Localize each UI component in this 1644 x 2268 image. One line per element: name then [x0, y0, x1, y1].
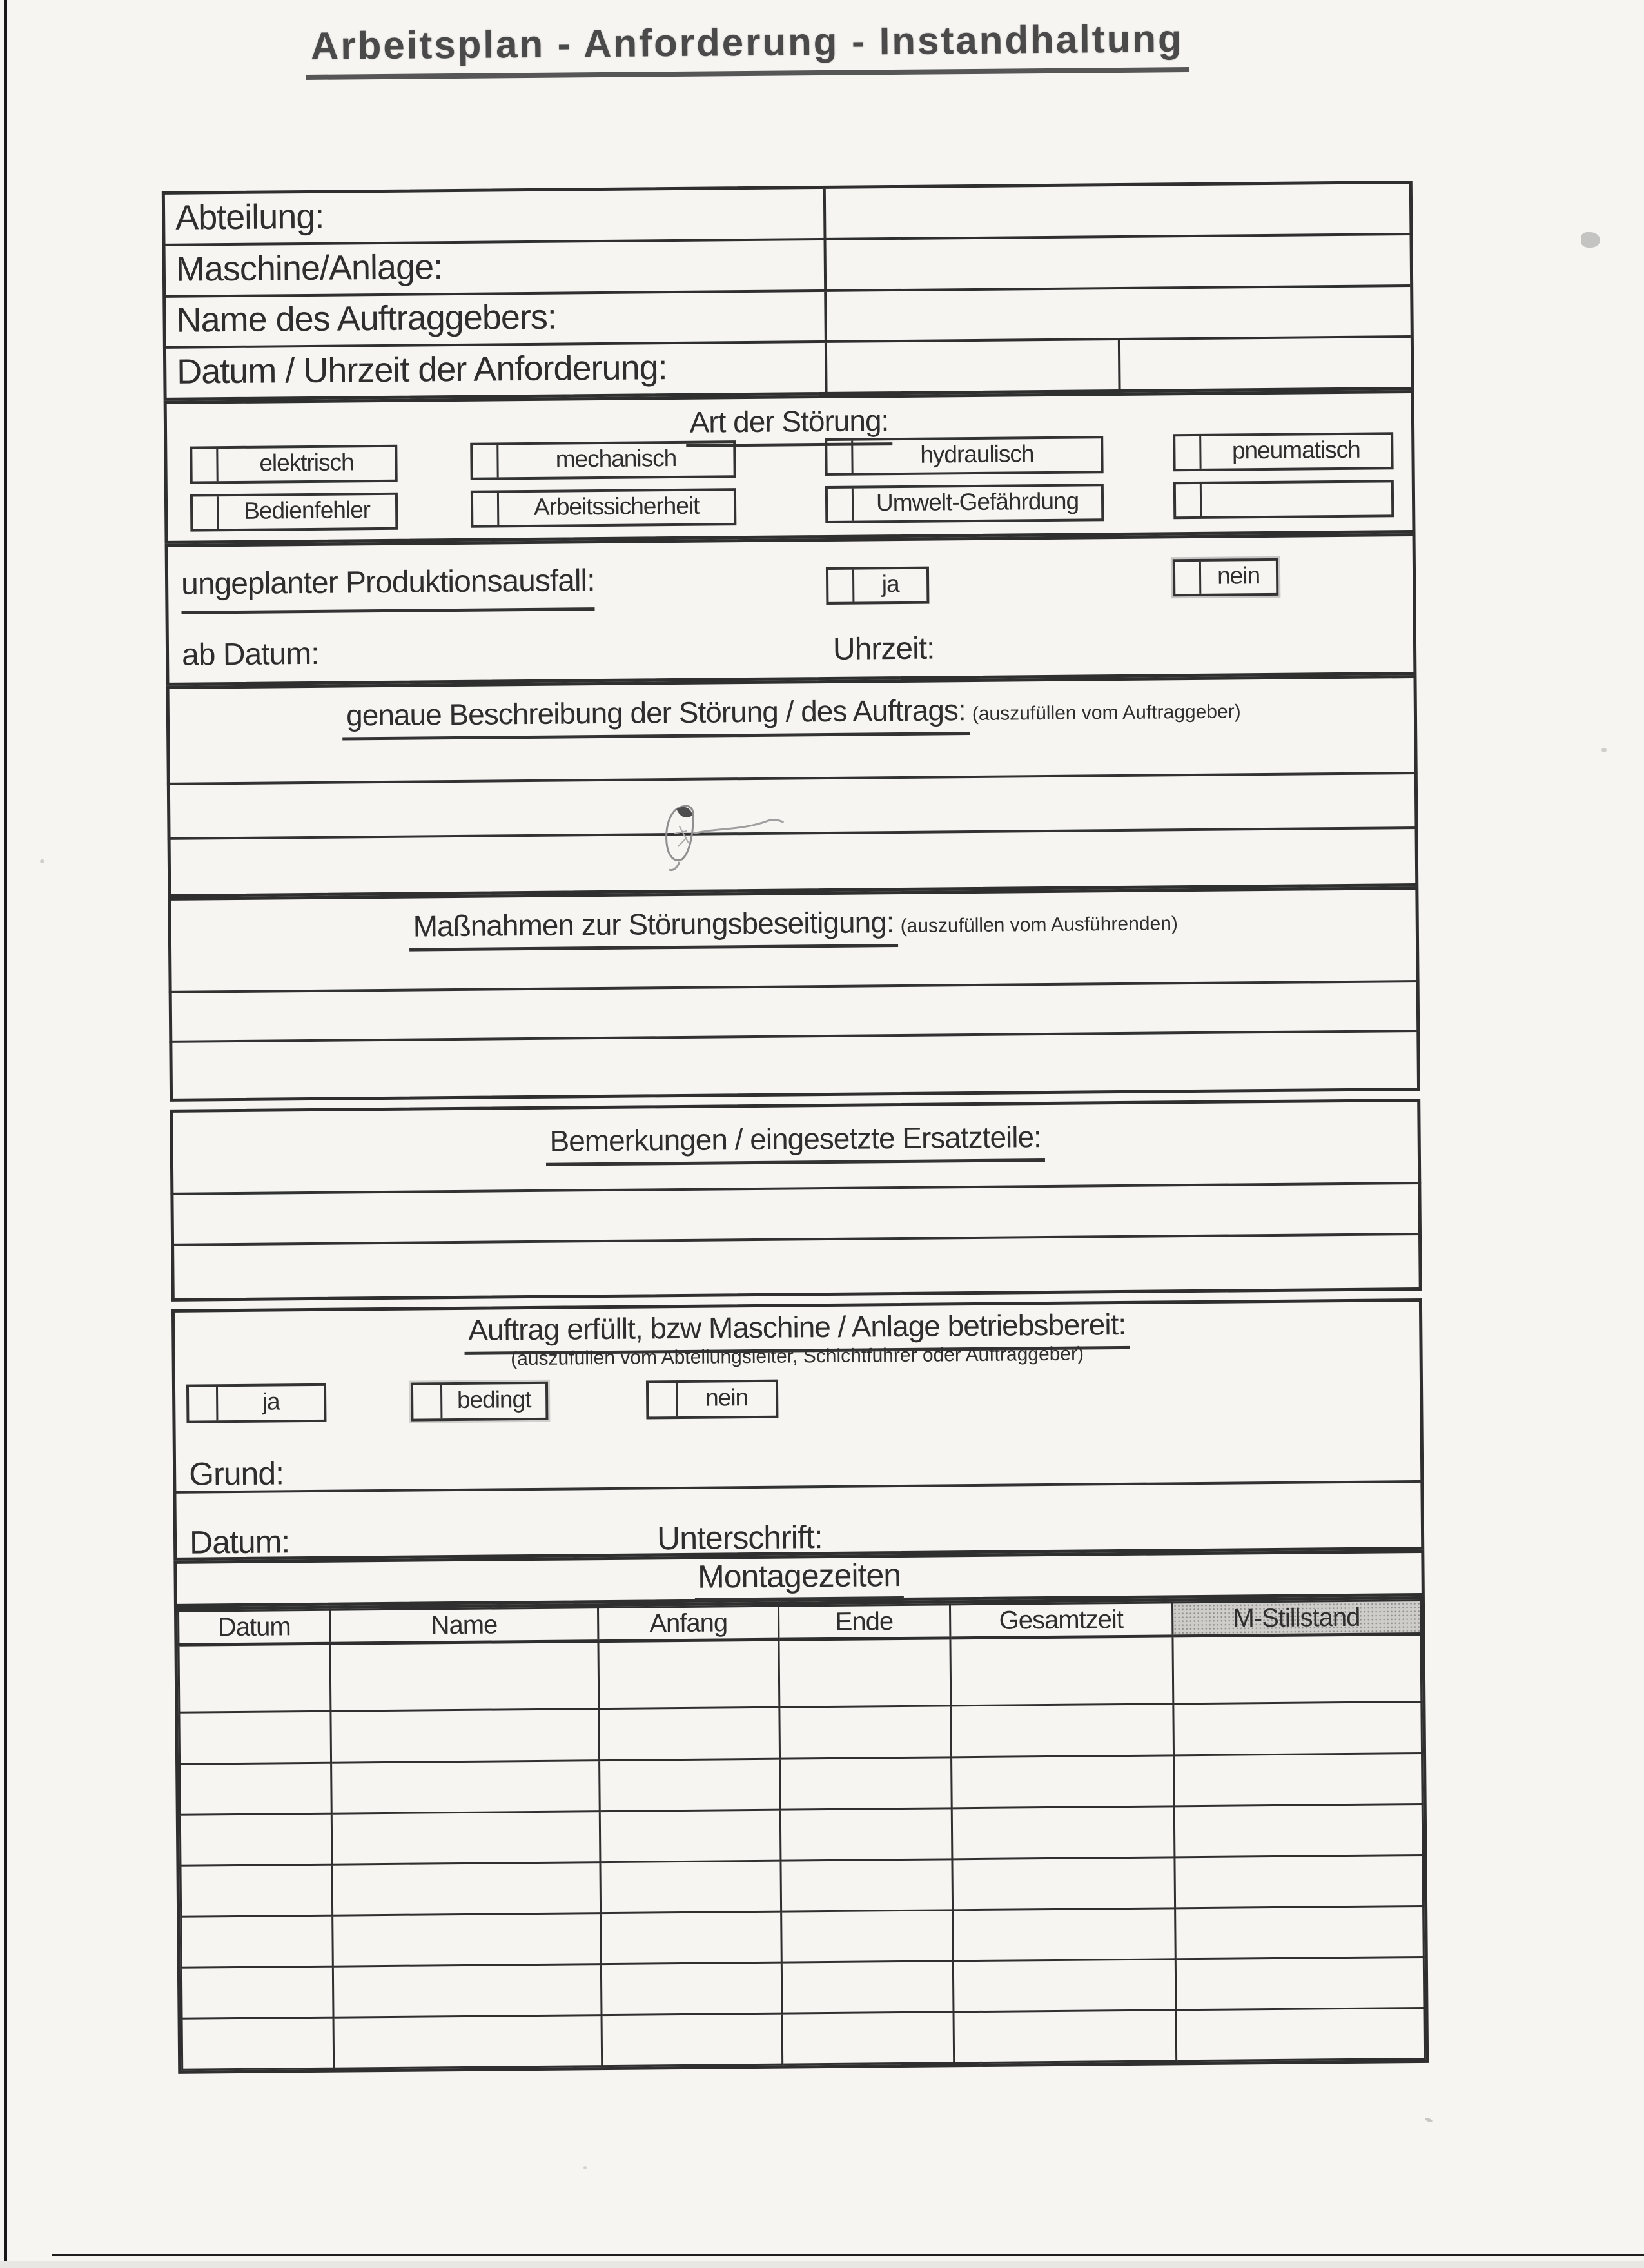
montage-cell[interactable] [954, 2010, 1177, 2063]
option-label: nein [1217, 562, 1260, 589]
erfuellung-option-ja[interactable] [186, 1383, 327, 1423]
montage-cell[interactable] [1175, 1906, 1424, 1959]
massnahmen-section [168, 886, 1420, 1102]
info-value-abteilung[interactable] [826, 184, 1410, 238]
option-mechanisch[interactable] [470, 440, 736, 480]
montage-col-datum: Datum [179, 1610, 331, 1645]
montage-table-body [179, 1634, 1425, 2069]
checkbox-arbeitssicherheit[interactable] [473, 493, 499, 525]
page-title: Arbeitsplan - Anforderung - Instandhaltung [306, 16, 1189, 80]
montage-cell[interactable] [331, 1811, 600, 1864]
montage-cell[interactable] [333, 1964, 602, 2017]
montage-cell[interactable] [781, 1910, 953, 1962]
option-label: mechanisch [555, 444, 677, 473]
option-pneumatisch[interactable] [1173, 432, 1393, 471]
info-table [162, 181, 1414, 401]
option-label: pneumatisch [1231, 436, 1360, 464]
writing-line[interactable] [170, 1182, 1421, 1195]
beschreibung-heading: genaue Beschreibung der Störung / des Auftrags: [342, 692, 970, 740]
unterschrift-label: Unterschrift: [656, 1519, 823, 1557]
checkbox-erfuellt-nein[interactable] [649, 1383, 678, 1416]
montage-cell[interactable] [779, 1757, 952, 1809]
montage-cell[interactable] [1174, 1804, 1423, 1857]
writing-line[interactable] [169, 980, 1420, 993]
montage-heading: Montagezeiten [695, 1556, 904, 1601]
ausfall-option-ja[interactable] [826, 567, 930, 605]
ausfall-option-nein[interactable] [1173, 558, 1278, 596]
montage-row [179, 1634, 1422, 1712]
montage-cell[interactable] [953, 1959, 1176, 2012]
info-value-uhrzeit[interactable] [1120, 338, 1411, 389]
montage-cell[interactable] [779, 1638, 951, 1708]
option-label [1202, 482, 1391, 516]
montage-col-ende: Ende [778, 1605, 950, 1639]
massnahmen-heading-wrap [171, 900, 1416, 953]
massnahmen-heading: Maßnahmen zur Störungsbeseitigung: [409, 904, 897, 952]
ausfall-label: ungeplanter Produktionsausfall: [181, 563, 595, 614]
grund-label: Grund: [188, 1455, 284, 1492]
ausfall-section [165, 533, 1417, 686]
checkbox-empty[interactable] [1176, 484, 1202, 516]
stoerung-section [164, 390, 1416, 544]
option-label: nein [705, 1384, 749, 1411]
montage-cell[interactable] [602, 1962, 782, 2015]
montage-cell[interactable] [181, 1915, 333, 1968]
montage-col-name: Name [330, 1608, 599, 1644]
writing-line[interactable] [169, 1030, 1420, 1043]
montage-cell[interactable] [181, 1966, 333, 2019]
montage-table-section [174, 1596, 1429, 2074]
montage-cell[interactable] [951, 1755, 1174, 1808]
ink-blot-artifact [657, 797, 787, 888]
montage-cell[interactable] [950, 1636, 1173, 1706]
erfuellung-option-nein[interactable] [646, 1380, 779, 1420]
montage-table [177, 1599, 1425, 2071]
datum-label: Datum: [189, 1523, 290, 1561]
beschreibung-heading-wrap [170, 689, 1414, 742]
checkbox-bedienfehler[interactable] [193, 496, 219, 529]
option-label: Bedienfehler [244, 496, 371, 524]
option-empty[interactable] [1173, 480, 1394, 519]
uhrzeit-label: Uhrzeit: [832, 631, 935, 667]
option-label: ja [262, 1388, 280, 1415]
checkbox-hydraulisch[interactable] [827, 441, 853, 473]
montage-cell[interactable] [601, 1911, 781, 1964]
montage-cell[interactable] [330, 1641, 599, 1712]
option-label: bedingt [456, 1386, 531, 1414]
checkbox-pneumatisch[interactable] [1175, 436, 1201, 469]
writing-line[interactable] [167, 772, 1418, 785]
montage-cell[interactable] [333, 1913, 602, 1966]
montage-cell[interactable] [1175, 1957, 1424, 2009]
massnahmen-note: (auszufüllen vom Ausführenden) [900, 913, 1179, 937]
option-label: elektrisch [259, 449, 354, 476]
maintenance-form [162, 181, 1429, 2074]
montage-cell[interactable] [1174, 1855, 1423, 1908]
writing-line[interactable] [171, 1233, 1422, 1246]
montage-cell[interactable] [782, 2012, 954, 2064]
montage-cell[interactable] [1172, 1634, 1421, 1704]
writing-line[interactable] [168, 826, 1418, 840]
montage-cell[interactable] [950, 1704, 1173, 1757]
option-hydraulisch[interactable] [825, 436, 1103, 476]
montage-cell[interactable] [781, 1859, 953, 1911]
bemerkungen-heading: Bemerkungen / eingesetzte Ersatzteile: [545, 1119, 1045, 1166]
option-label: Umwelt-Gefährdung [876, 487, 1079, 516]
montage-cell[interactable] [1176, 2008, 1425, 2060]
montage-cell[interactable] [602, 2013, 782, 2066]
montage-col-gesamtzeit: Gesamtzeit [950, 1603, 1172, 1638]
checkbox-elektrisch[interactable] [192, 449, 218, 481]
beschreibung-note: (auszufüllen vom Auftraggeber) [972, 701, 1241, 725]
option-umwelt-gefaehrdung[interactable] [825, 484, 1104, 523]
title-block [212, 15, 1283, 81]
checkbox-mechanisch[interactable] [473, 445, 498, 477]
option-label: ja [881, 570, 899, 598]
erfuellung-option-bedingt[interactable] [411, 1382, 549, 1422]
option-arbeitssicherheit[interactable] [471, 488, 736, 528]
montage-cell[interactable] [1173, 1702, 1422, 1755]
ab-datum-label: ab Datum: [181, 636, 319, 672]
option-elektrisch[interactable] [190, 445, 397, 484]
info-value-auftraggeber[interactable] [827, 287, 1411, 341]
option-label: hydraulisch [920, 440, 1034, 468]
info-label-abteilung: Abteilung: [165, 189, 827, 244]
stoerung-heading: Art der Störung: [685, 403, 892, 447]
montage-cell[interactable] [600, 1810, 781, 1862]
montage-cell[interactable] [182, 2017, 334, 2069]
montage-cell[interactable] [600, 1759, 780, 1812]
beschreibung-section [166, 675, 1419, 897]
checkbox-erfuellt-bedingt[interactable] [413, 1385, 442, 1418]
info-label-auftraggeber: Name des Auftraggebers: [166, 291, 827, 346]
info-value-maschine[interactable] [827, 235, 1411, 289]
montage-cell[interactable] [779, 1706, 952, 1758]
grund-writing-line[interactable] [173, 1480, 1424, 1494]
info-label-maschine: Maschine/Anlage: [166, 240, 827, 295]
montage-cell[interactable] [333, 2015, 602, 2068]
montage-cell[interactable] [332, 1862, 601, 1915]
montage-row [182, 2008, 1425, 2069]
montage-cell[interactable] [1173, 1753, 1422, 1806]
checkbox-erfuellt-ja[interactable] [189, 1387, 218, 1420]
checkbox-ausfall-ja[interactable] [828, 570, 854, 602]
info-label-datum-uhrzeit: Datum / Uhrzeit der Anforderung: [166, 343, 828, 398]
option-bedienfehler[interactable] [190, 493, 398, 532]
montage-col-m-stillstand: M-Stillstand [1172, 1600, 1421, 1636]
montage-cell[interactable] [598, 1639, 779, 1709]
info-value-datum[interactable] [827, 340, 1120, 392]
erfuellung-heading: Auftrag erfüllt, bzw Maschine / Anlage betriebsbereit: [464, 1307, 1130, 1355]
montage-cell[interactable] [952, 1908, 1175, 1961]
checkbox-ausfall-nein[interactable] [1175, 562, 1201, 594]
montage-cell[interactable] [952, 1857, 1175, 1910]
montage-cell[interactable] [331, 1760, 600, 1813]
info-row-datum-uhrzeit [166, 338, 1411, 398]
montage-cell[interactable] [181, 1864, 333, 1917]
montage-cell[interactable] [599, 1708, 779, 1761]
montage-cell[interactable] [180, 1763, 332, 1815]
montage-cell[interactable] [952, 1806, 1175, 1859]
montage-cell[interactable] [179, 1643, 331, 1712]
erfuellung-note: (auszufüllen vom Abteilungsleiter, Schichtführer oder Auftraggeber) [511, 1343, 1084, 1370]
bemerkungen-heading-wrap [173, 1116, 1418, 1169]
montage-cell[interactable] [600, 1861, 781, 1913]
option-label: Arbeitssicherheit [533, 492, 700, 520]
montage-cell[interactable] [180, 1813, 332, 1866]
montage-col-anfang: Anfang [598, 1606, 779, 1641]
erfuellung-section [171, 1298, 1424, 1561]
montage-cell[interactable] [179, 1712, 331, 1764]
montage-cell[interactable] [781, 1961, 954, 2013]
montage-cell[interactable] [331, 1709, 600, 1763]
montage-cell[interactable] [780, 1808, 952, 1860]
bemerkungen-section [170, 1099, 1422, 1302]
checkbox-umwelt-gefaehrdung[interactable] [828, 489, 854, 521]
